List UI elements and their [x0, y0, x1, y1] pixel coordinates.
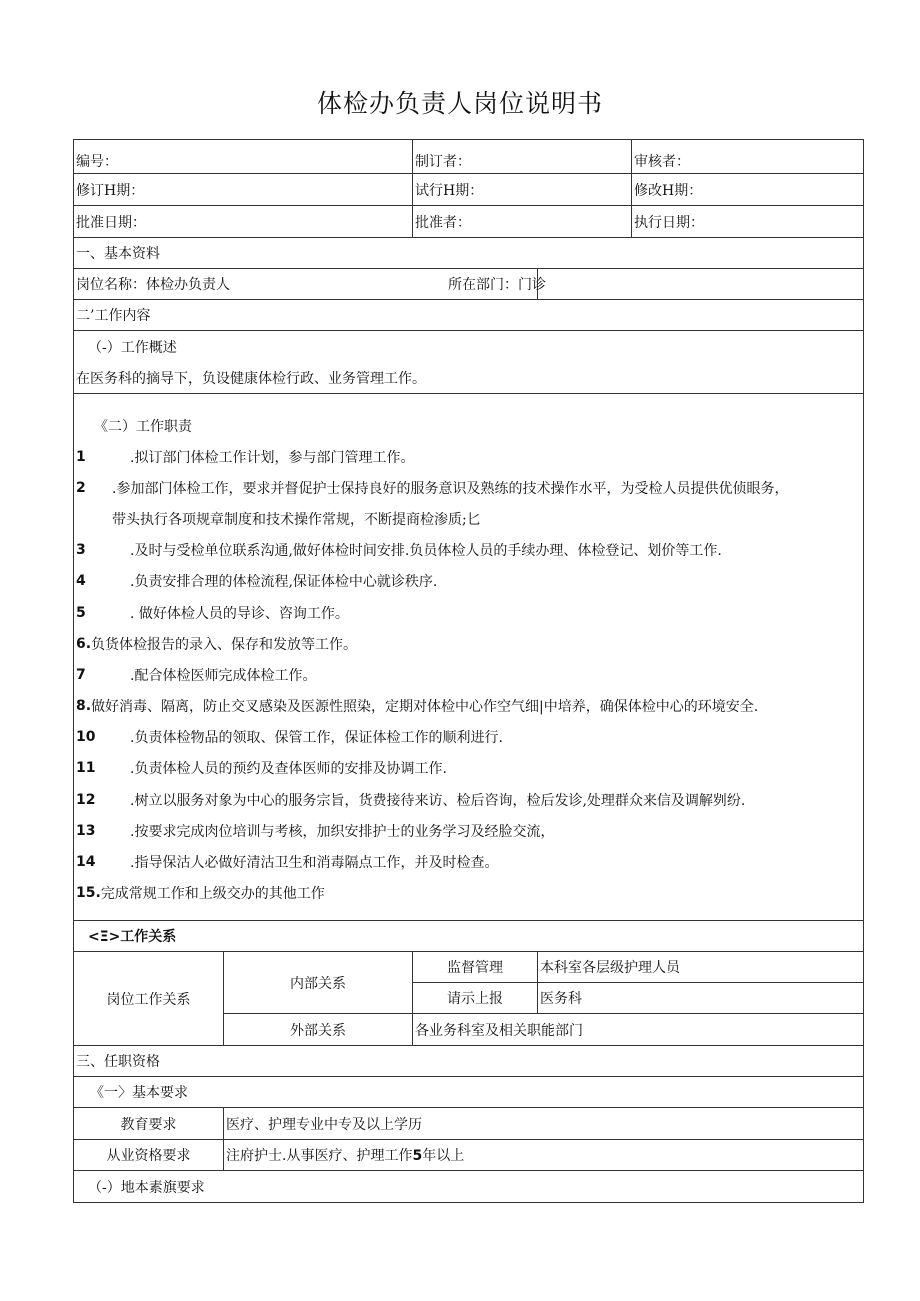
- duty-item: [76, 597, 861, 628]
- execution-date-field: 执行日期：: [632, 206, 864, 238]
- duty-item: [76, 815, 861, 846]
- duty-item: [76, 846, 861, 877]
- duty-number: 7: [76, 666, 86, 683]
- supervise-label: 监督管理: [413, 952, 538, 983]
- modify-date-field: 修改H期：: [632, 174, 864, 206]
- duty-item: [76, 472, 861, 503]
- supervise-value: 本科室各层级护理人员: [538, 952, 864, 983]
- duty-number: 10: [76, 729, 96, 746]
- duty-number: 2: [76, 479, 86, 496]
- author-field: 制订者：: [413, 140, 632, 174]
- duties-block: [74, 394, 864, 921]
- duty-number: 5: [76, 604, 86, 621]
- overview-block: [74, 331, 864, 394]
- duty-item: [76, 535, 861, 566]
- education-row: [74, 1108, 864, 1140]
- reviewer-field: 审核者：: [632, 140, 864, 174]
- duty-text: 完成常规工作和上级交办的其他工作: [100, 886, 325, 903]
- position-row: [74, 269, 864, 300]
- duty-text: .参加部门体检工作，要求并督促护士保持良好的服务意识及熟练的技术操作水平，为受检人员提供优侦眼务，: [112, 480, 789, 497]
- meta-row-3: [74, 206, 864, 238]
- approver-field: 批准者：: [413, 206, 632, 238]
- duties-list: [76, 441, 861, 909]
- duty-number: 13: [76, 822, 96, 839]
- duty-text: .负责体检人员的预约及查体医师的安排及协调工作.: [130, 761, 447, 778]
- duty-text: .树立以服务对象为中心的服务宗旨，货费接待来访、检后咨询，检后发诊,处理群众来信及调解刿纷.: [130, 792, 746, 809]
- duty-number: 6.: [76, 635, 92, 652]
- duty-number: 1: [76, 448, 86, 465]
- internal-relations-label: 内部关系: [224, 952, 413, 1014]
- duties-heading: 《二）工作职责: [94, 418, 192, 435]
- duty-text: . 做好体检人员的导诊、咨询工作。: [130, 605, 349, 622]
- external-relations-value: 各业务科室及相关职能部门: [413, 1014, 864, 1046]
- duty-item: [76, 659, 861, 690]
- relations-row-supervise: [74, 952, 864, 983]
- duty-text: .及时与受检单位联系沟通,做好体检时间安排.负员体检人员的手续办理、体检登记、划价等工作.: [130, 543, 722, 560]
- basic-requirements-heading: 《一〉基本要求: [74, 1077, 864, 1108]
- report-value: 医务科: [538, 983, 864, 1014]
- duty-text: .按要求完成肉位培训与考核，加织安排护士的业务学习及经脸交流，: [130, 823, 555, 840]
- trial-date-field: 试行H期：: [413, 174, 632, 206]
- overview-heading: （-）工作概述: [88, 339, 177, 356]
- duty-number: 11: [76, 760, 96, 777]
- relations-label: 岗位工作关系: [74, 952, 224, 1046]
- meta-row-2: [74, 174, 864, 206]
- job-description-form: [73, 139, 863, 1203]
- overview-text: 在医务科的摘导下，负设健康体检行政、业务管理工作。: [76, 370, 426, 387]
- relations-heading: <Ξ>工作关系: [74, 921, 864, 952]
- approval-date-field: 批准日期：: [74, 206, 413, 238]
- duty-text: .指导保沽人必做好清沽卫生和消毒隔点工作，并及时检查。: [130, 855, 499, 872]
- duty-text: .配合体检医师完成体检工作。: [130, 667, 317, 684]
- duty-number: 4: [76, 573, 86, 590]
- revision-date-field: 修订H期：: [74, 174, 413, 206]
- duty-text: .拟订部门体检工作计划，参与部门管理工作。: [130, 449, 415, 466]
- qualification-value: 注府护士.从事医疗、护理工作5年以上: [224, 1140, 864, 1171]
- duty-number: 15.: [76, 885, 101, 902]
- duty-item: [76, 441, 861, 472]
- duty-text: 负货体检报告的录入、保存和发放等工作。: [91, 636, 358, 653]
- qualifications-heading: 三、任职资格: [74, 1046, 864, 1077]
- duty-item: [76, 691, 861, 722]
- duty-continuation: 带头执行各项规章制度和技术操作常规，不断提商检渗质;匕: [112, 512, 481, 529]
- work-content-heading: 二’工作内容: [74, 300, 864, 331]
- duty-item: [76, 878, 861, 909]
- duty-number: 8.: [76, 698, 92, 715]
- duty-item: [76, 753, 861, 784]
- qualification-row: [74, 1140, 864, 1171]
- document-title: 体检办负责人岗位说明书: [316, 89, 603, 118]
- duty-item: [76, 784, 861, 815]
- position-name: 岗位名称：体检办负责人: [74, 269, 538, 300]
- report-label: 请示上报: [413, 983, 538, 1014]
- meta-row-1: [74, 140, 864, 174]
- external-relations-label: 外部关系: [224, 1014, 413, 1046]
- education-value: 医疗、护理专业中专及以上学历: [224, 1108, 864, 1140]
- duty-text: 做好消毒、隔离，防止交叉感染及医源性照染，定期对体检中心作空气细|中培养，确保体检中心的环境安全.: [91, 699, 759, 716]
- education-label: 教育要求: [74, 1108, 224, 1140]
- duty-number: 12: [76, 791, 96, 808]
- number-field: 编号：: [74, 140, 413, 174]
- quality-requirements-heading: （-）地本素旗要求: [74, 1171, 864, 1203]
- duty-item: [76, 722, 861, 753]
- duty-item: [76, 566, 861, 597]
- duty-text: .负责安排合理的体检流程,保证体检中心就诊秩序.: [130, 574, 438, 591]
- job-description-table: [73, 139, 864, 1203]
- qualification-label: 从业资格要求: [74, 1140, 224, 1171]
- basic-info-heading: 一、基本资料: [74, 238, 864, 269]
- department-name: 所在部门：门诊: [538, 269, 864, 300]
- duty-number: 14: [76, 854, 96, 871]
- duty-text: .负责体检物品的领取、保管工作，保证体检工作的顺利进行.: [130, 730, 503, 747]
- duty-number: 3: [76, 542, 86, 559]
- duty-item: [76, 628, 861, 659]
